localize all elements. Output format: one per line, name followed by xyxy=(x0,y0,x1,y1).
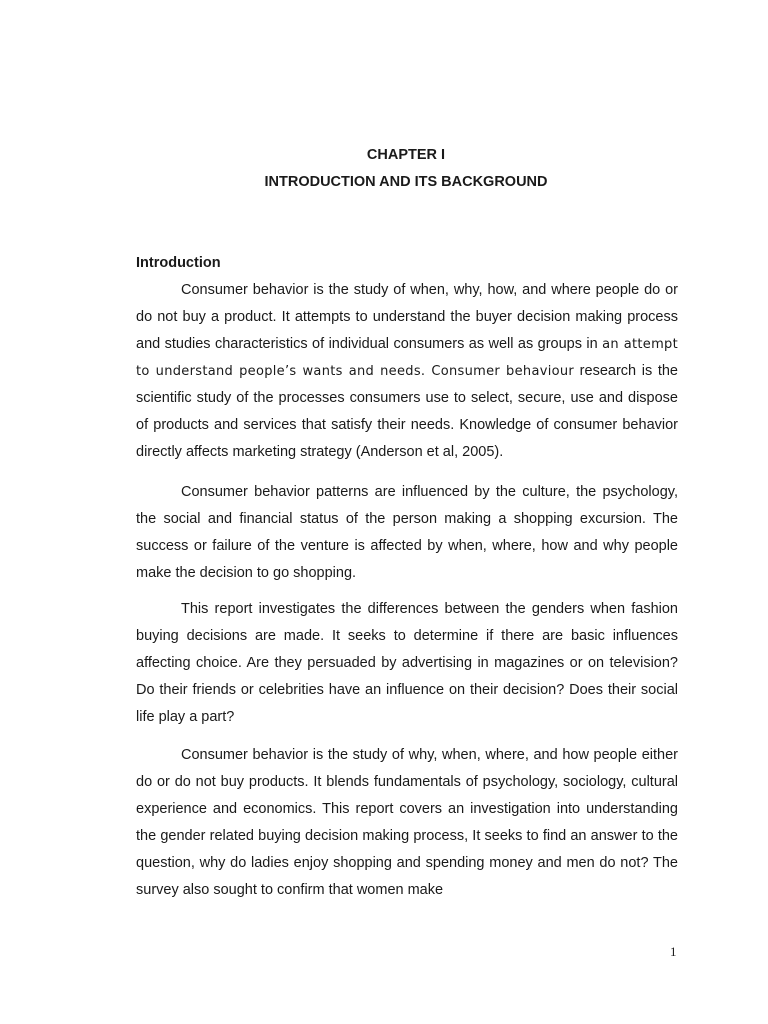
page-number: 1 xyxy=(670,944,677,959)
paragraph-4-text: Consumer behavior is the study of why, when, where, and how people either do or do not buy products. It blends fundamentals of psychology, sociology, cultural experience and economics. This report covers an investigation into understanding the gender related buying decision making process, It seeks to find an answer to the question, why do ladies enjoy shopping and spending money and men do not? The survey also sought to confirm that women make xyxy=(136,747,678,898)
chapter-title: INTRODUCTION AND ITS BACKGROUND xyxy=(264,174,548,190)
paragraph-1-text-b: an attempt to understand people’s wants and needs. Consumer behaviour xyxy=(136,337,678,379)
paragraph-3 xyxy=(136,596,678,731)
section-heading: Introduction xyxy=(136,255,221,271)
paragraph-1-text-a: Consumer behavior is the study of when, why, how, and where people do or do not buy a product. It attempts to understand the buyer decision making process and studies characteristics of individual consumers as well as groups in xyxy=(136,282,678,352)
paragraph-1-text-c: research is the scientific study of the processes consumers use to select, secure, use and dispose of products and services that satisfy their needs. Knowledge of consumer behavior directly affects marketing strategy (Anderson et al, 2005). xyxy=(136,363,678,460)
paragraph-2 xyxy=(136,479,678,587)
chapter-number: CHAPTER I xyxy=(366,147,446,163)
paragraph-3-text: This report investigates the differences between the genders when fashion buying decisions are made. It seeks to determine if there are basic influences affecting choice. Are they persuaded by advertising in magazines or on television? Do their friends or celebrities have an influence on their decision? Does their social life play a part? xyxy=(136,601,678,725)
paragraph-1 xyxy=(136,277,678,466)
paragraph-4 xyxy=(136,742,678,904)
paragraph-2-text: Consumer behavior patterns are influenced by the culture, the psychology, the social and financial status of the person making a shopping excursion. The success or failure of the venture is affected by when, where, how and why people make the decision to go shopping. xyxy=(136,484,678,581)
